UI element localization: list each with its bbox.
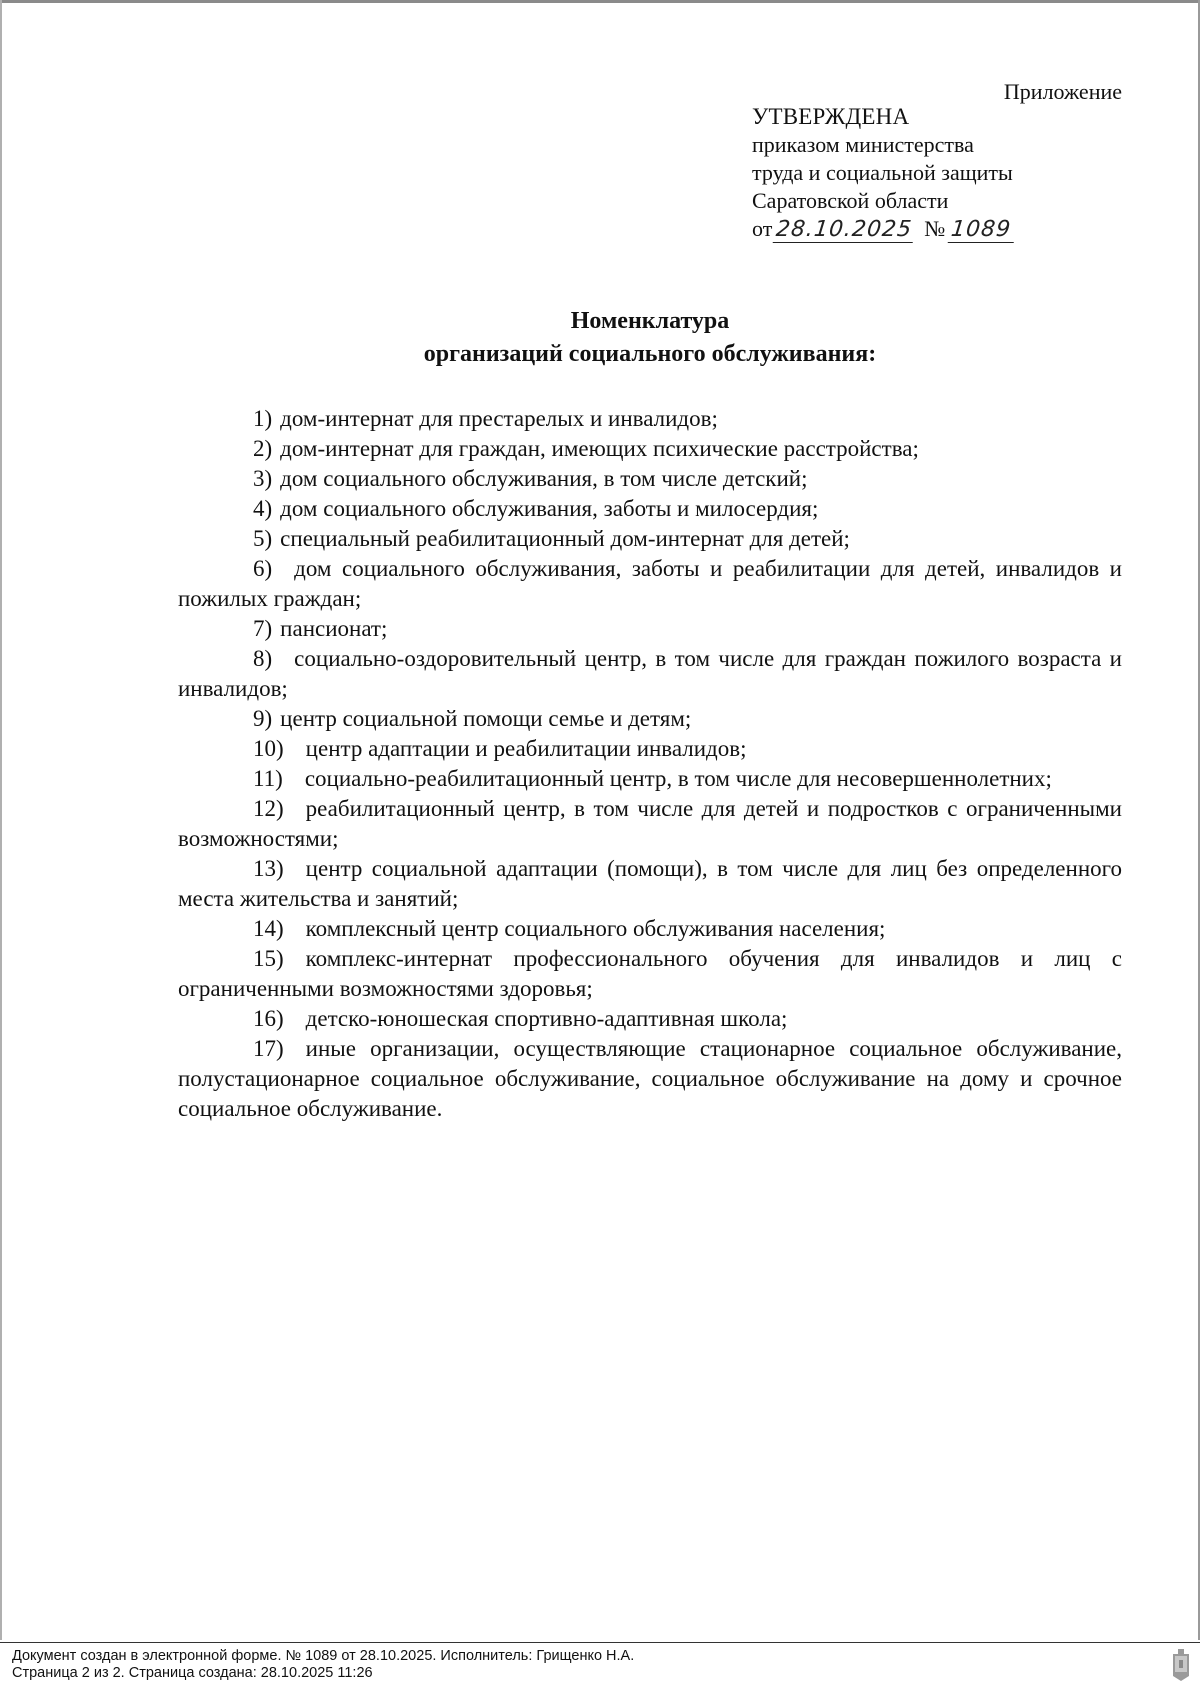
list-item: [178, 1004, 1122, 1034]
approval-line-3: Саратовской области: [752, 188, 949, 213]
list-item: [178, 764, 1122, 794]
list-item: [178, 734, 1122, 764]
footer-line-2: Страница 2 из 2. Страница создана: 28.10.2025 11:26: [12, 1665, 373, 1681]
scan-top-edge: [0, 0, 1200, 3]
list-item: [178, 644, 1122, 704]
list-item-text: центр социальной помощи семье и детям;: [280, 706, 692, 731]
list-item-number: 7): [253, 616, 273, 641]
order-date-number-line: [752, 215, 1152, 243]
list-item-number: 10): [253, 736, 284, 761]
list-item-number: 2): [253, 436, 273, 461]
list-item-number: 13): [253, 856, 284, 881]
list-item-text: комплексный центр социального обслуживания населения;: [305, 916, 886, 941]
footer-divider: [0, 1642, 1200, 1643]
document-title: [0, 305, 1200, 371]
list-item-text: иные организации, осуществляющие стационарное социальное обслуживание, полустационарное социальное обслуживание, социальное обслуживание на дому и срочное социальное обслуживание.: [178, 1036, 1122, 1121]
list-item-number: 8): [253, 646, 273, 671]
list-item-number: 17): [253, 1036, 284, 1061]
footer-line-1: Документ создан в электронной форме. № 1089 от 28.10.2025. Исполнитель: Грищенко Н.А.: [12, 1648, 635, 1664]
list-item-number: 12): [253, 796, 284, 821]
list-item-text: детско-юношеская спортивно-адаптивная школа;: [305, 1006, 788, 1031]
list-item-text: центр адаптации и реабилитации инвалидов;: [305, 736, 747, 761]
handwritten-number: 1089: [948, 218, 1017, 243]
list-item-number: 6): [253, 556, 273, 581]
list-item: [178, 494, 1122, 524]
coat-of-arms-icon: [1172, 1648, 1190, 1682]
list-item: [178, 914, 1122, 944]
list-item-text: комплекс-интернат профессионального обучения для инвалидов и лиц с ограниченными возможностями здоровья;: [178, 946, 1122, 1001]
list-item: [178, 614, 1122, 644]
list-item: [178, 404, 1122, 434]
list-item-number: 3): [253, 466, 273, 491]
list-item: [178, 524, 1122, 554]
list-item-number: 16): [253, 1006, 284, 1031]
list-item: [178, 434, 1122, 464]
list-item-text: реабилитационный центр, в том числе для детей и подростков с ограниченными возможностями;: [178, 796, 1122, 851]
approval-line-2: труда и социальной защиты: [752, 160, 1013, 185]
title-line-2: организаций социального обслуживания:: [423, 341, 877, 367]
document-footer: [12, 1648, 634, 1682]
list-item: [178, 1034, 1122, 1124]
list-item-number: 11): [253, 766, 283, 791]
scan-left-edge: [0, 0, 2, 1640]
list-item-text: социально-реабилитационный центр, в том числе для несовершеннолетних;: [304, 766, 1052, 791]
list-item: [178, 944, 1122, 1004]
handwritten-date: 28.10.2025: [773, 218, 916, 243]
appendix-label: Приложение: [1003, 79, 1122, 104]
date-prefix: от: [752, 216, 773, 241]
list-item-text: дом-интернат для престарелых и инвалидов;: [280, 406, 718, 431]
list-item: [178, 464, 1122, 494]
list-item-number: 15): [253, 946, 284, 971]
list-item-text: дом социального обслуживания, заботы и реабилитации для детей, инвалидов и пожилых граждан;: [178, 556, 1122, 611]
list-item-text: дом социального обслуживания, в том числе детский;: [280, 466, 808, 491]
list-item-text: социально-оздоровительный центр, в том числе для граждан пожилого возраста и инвалидов;: [178, 646, 1122, 701]
list-item: [178, 794, 1122, 854]
approved-label: УТВЕРЖДЕНА: [752, 104, 910, 129]
list-item-number: 9): [253, 706, 273, 731]
list-item-text: специальный реабилитационный дом-интернат для детей;: [280, 526, 850, 551]
list-item-text: центр социальной адаптации (помощи), в том числе для лиц без определенного места жительства и занятий;: [178, 856, 1122, 911]
list-item-number: 1): [253, 406, 273, 431]
organizations-list: [178, 404, 1122, 1124]
list-item: [178, 554, 1122, 614]
list-item-number: 14): [253, 916, 284, 941]
approval-block: [752, 103, 1152, 243]
list-item-number: 4): [253, 496, 273, 521]
list-item: [178, 854, 1122, 914]
approval-line-1: приказом министерства: [752, 132, 974, 157]
list-item-text: дом-интернат для граждан, имеющих психические расстройства;: [280, 436, 919, 461]
list-item-text: дом социального обслуживания, заботы и милосердия;: [280, 496, 819, 521]
list-item: [178, 704, 1122, 734]
number-sign: №: [924, 216, 946, 241]
list-item-text: пансионат;: [280, 616, 388, 641]
title-line-1: Номенклатура: [570, 308, 730, 334]
list-item-number: 5): [253, 526, 273, 551]
